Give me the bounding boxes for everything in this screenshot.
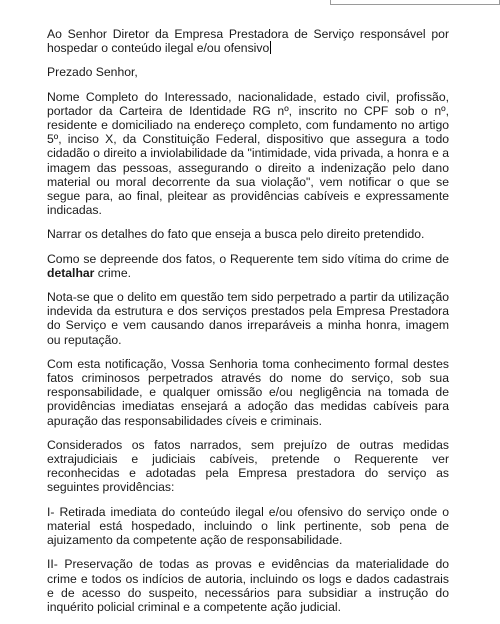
recipient-text: Ao Senhor Diretor da Empresa Prestadora de Serviço responsável por hospedar o conteúdo ilegal e/ou ofensivo bbox=[47, 27, 449, 56]
text-cursor bbox=[270, 41, 271, 54]
salutation: Prezado Senhor, bbox=[47, 65, 138, 80]
list-item-1: I- Retirada imediata do conteúdo ilegal e/ou ofensivo do serviço onde o material está hospedado, incluindo o link pertinente, sob pena de ajuizamento da competente ação de responsabilidade. bbox=[47, 504, 449, 548]
recipient-line bbox=[47, 27, 449, 55]
paragraph-notification: Com esta notificação, Vossa Senhoria toma conhecimento formal destes fatos criminosos perpetrados através do nome do serviço, sob sua responsabilidade, e qualquer omissão e/ou negligência na tomada de providências imediatas ensejará a adoção das medidas cabíveis para apuração das responsabilidades cíveis e criminais. bbox=[47, 356, 449, 428]
paragraph-crime bbox=[47, 252, 449, 280]
paragraph-crime-bold: detalhar bbox=[47, 265, 95, 280]
paragraph-crime-start: Como se depreende dos fatos, o Requerente tem sido vítima do crime de bbox=[47, 251, 449, 266]
paragraph-facts: Narrar os detalhes do fato que enseja a busca pelo direito pretendido. bbox=[47, 227, 425, 242]
toolbar-box bbox=[330, 0, 500, 5]
paragraph-crime-end: crime. bbox=[94, 265, 131, 280]
paragraph-offense: Nota-se que o delito em questão tem sido perpetrado a partir da utilização indevida da estrutura e dos serviços prestados pela Empresa Prestadora do Serviço e vem causando danos irreparáveis a minha honra, imagem ou reputação. bbox=[47, 290, 449, 347]
list-item-2: II- Preservação de todas as provas e evidências da materialidade do crime e todos os indícios de autoria, incluindo os logs e dados cadastrais e de acesso do suspeito, necessários para subsidiar a instrução do inquérito policial criminal e a competente ação judicial. bbox=[47, 557, 449, 614]
paragraph-identification: Nome Completo do Interessado, nacionalidade, estado civil, profissão, portador da Carteira de Identidade RG nº, inscrito no CPF sob o nº, residente e domiciliado na endereço completo, com fundamento no artigo 5º, inciso X, da Constituição Federal, dispositivo que assegura a todo cidadão o direito a inviolabilidade da "intimidade, vida privada, a honra e a imagem das pessoas, assegurando o direito a indenização pelo dano material ou moral decorrente da sua violação", vem notificar o que se segue para, ao final, pleitear as providências cabíveis e expressamente indicadas. bbox=[47, 89, 449, 218]
paragraph-considerations: Considerados os fatos narrados, sem prejuízo de outras medidas extrajudiciais e judiciais cabíveis, pretende o Requerente ver reconhecidas e adotadas pela Empresa prestadora do serviço as seguintes providências: bbox=[47, 437, 449, 495]
document-body[interactable] bbox=[47, 27, 449, 624]
